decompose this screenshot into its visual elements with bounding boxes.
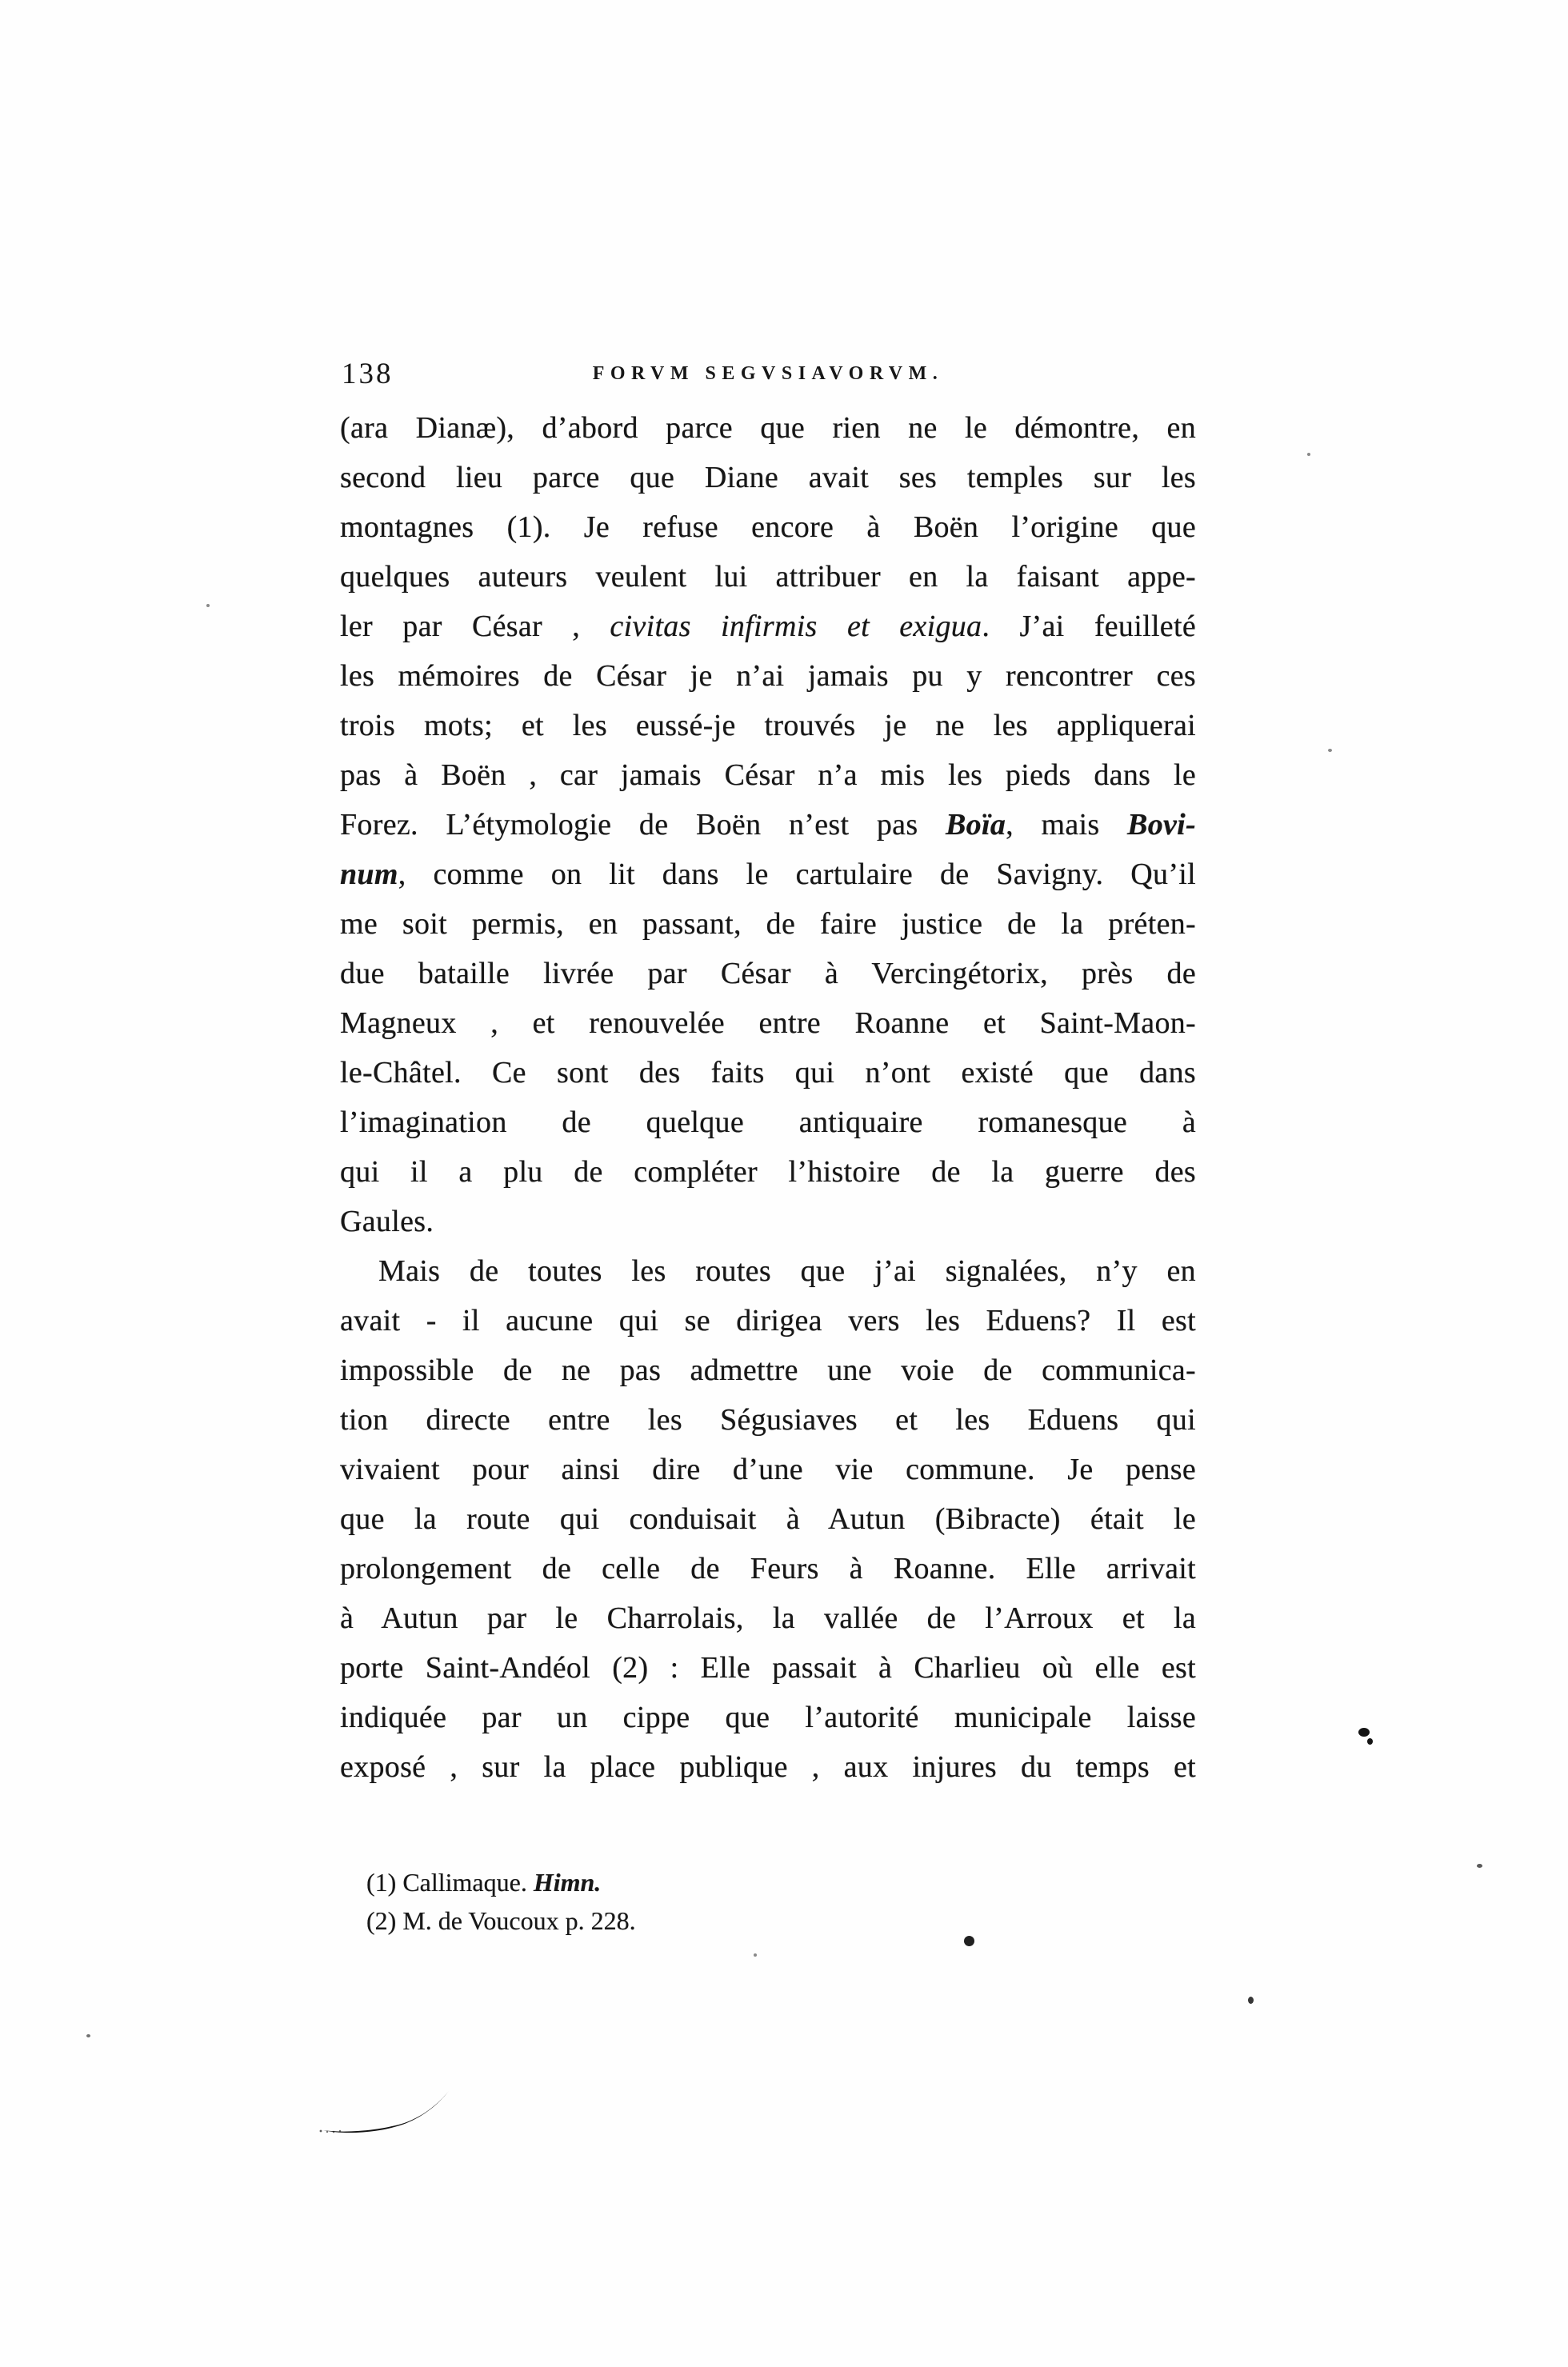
scan-speck (86, 2034, 90, 2037)
text-line (340, 998, 1196, 1048)
ink-flourish (318, 2089, 453, 2137)
text-line (340, 750, 1196, 800)
running-title: FORVM SEGVSIAVORVM. (592, 363, 944, 384)
text-line (340, 552, 1196, 602)
text-segment: , comme on lit dans le cartulaire de Savigny. Qu’il (398, 858, 1196, 891)
text-segment: trois mots; et les eussé-je trouvés je ne les appliquerai (340, 709, 1196, 742)
italic-text: civitas infirmis et exigua (610, 610, 982, 643)
text-segment: l’imagination de quelque antiquaire romanesque à (340, 1106, 1196, 1139)
text-segment: quelques auteurs veulent lui attribuer en la faisant appe- (340, 560, 1196, 594)
scan-speck (964, 1936, 974, 1946)
text-line (366, 1863, 1166, 1901)
scan-speck (1477, 1864, 1482, 1868)
text-segment: second lieu parce que Diane avait ses temples sur les (340, 461, 1196, 494)
scan-speck (1367, 1738, 1373, 1745)
scan-speck (754, 1953, 757, 1957)
italic-text: Boïa (946, 808, 1006, 842)
text-line (340, 602, 1196, 651)
text-line (340, 1345, 1196, 1395)
text-segment: que la route qui conduisait à Autun (Bibracte) était le (340, 1502, 1196, 1536)
text-line (366, 1901, 1166, 1940)
text-line (340, 1593, 1196, 1643)
text-segment: . J’ai feuilleté (982, 610, 1196, 643)
text-segment: prolongement de celle de Feurs à Roanne. Elle arrivait (340, 1552, 1196, 1585)
page-number: 138 (342, 358, 394, 390)
text-line (340, 701, 1196, 750)
text-segment: qui il a plu de compléter l’histoire de la guerre des (340, 1155, 1196, 1189)
text-line (340, 949, 1196, 998)
page-header (340, 355, 1196, 395)
footnotes (366, 1863, 1166, 1940)
text-segment: pas à Boën , car jamais César n’a mis les pieds dans le (340, 758, 1196, 792)
text-segment: me soit permis, en passant, de faire justice de la préten- (340, 907, 1196, 941)
text-line (340, 502, 1196, 552)
text-line (340, 453, 1196, 502)
text-segment: exposé , sur la place publique , aux injures du temps et (340, 1750, 1196, 1784)
text-line (340, 850, 1196, 899)
text-line (340, 1544, 1196, 1593)
italic-text: Himn. (533, 1868, 602, 1897)
text-segment: (1) Callimaque. (366, 1868, 534, 1897)
text-segment: due bataille livrée par César à Vercingétorix, près de (340, 957, 1196, 990)
text-segment: Mais de toutes les routes que j’ai signalées, n’y en (378, 1254, 1196, 1288)
text-line (340, 1147, 1196, 1197)
text-segment: les mémoires de César je n’ai jamais pu y rencontrer ces (340, 659, 1196, 693)
text-segment: , mais (1006, 808, 1128, 842)
text-segment: impossible de ne pas admettre une voie de communica- (340, 1353, 1196, 1387)
text-segment: Gaules. (340, 1205, 434, 1238)
text-segment: indiquée par un cippe que l’autorité municipale laisse (340, 1701, 1196, 1734)
text-line (340, 899, 1196, 949)
text-segment: montagnes (1). Je refuse encore à Boën l’origine que (340, 510, 1196, 544)
body-text (340, 403, 1196, 1792)
text-line (340, 800, 1196, 850)
text-line (340, 1494, 1196, 1544)
text-segment: porte Saint-Andéol (2) : Elle passait à Charlieu où elle est (340, 1651, 1196, 1685)
text-line (340, 1098, 1196, 1147)
text-segment: vivaient pour ainsi dire d’une vie commune. Je pense (340, 1453, 1196, 1486)
italic-text: num (340, 858, 398, 891)
paragraph (340, 403, 1196, 1246)
text-line (340, 1395, 1196, 1445)
text-segment: avait - il aucune qui se dirigea vers les Eduens? Il est (340, 1304, 1196, 1337)
text-segment: ler par César , (340, 610, 610, 643)
text-segment: le-Châtel. Ce sont des faits qui n’ont existé que dans (340, 1056, 1196, 1090)
text-segment: (ara Dianæ), d’abord parce que rien ne le démontre, en (340, 411, 1196, 445)
scan-speck (1358, 1728, 1370, 1737)
text-segment: Magneux , et renouvelée entre Roanne et Saint-Maon- (340, 1006, 1196, 1040)
scan-speck (1328, 749, 1332, 752)
text-line (340, 1296, 1196, 1345)
text-line (340, 1445, 1196, 1494)
text-line (340, 1643, 1196, 1693)
text-segment: à Autun par le Charrolais, la vallée de l’Arroux et la (340, 1601, 1196, 1635)
text-line (340, 1742, 1196, 1792)
scan-speck (206, 604, 210, 607)
scan-speck (1248, 1997, 1254, 2004)
text-line (340, 1246, 1196, 1296)
text-line (340, 1693, 1196, 1742)
text-line (340, 1048, 1196, 1098)
paragraph (340, 1246, 1196, 1792)
text-segment: tion directe entre les Ségusiaves et les Eduens qui (340, 1403, 1196, 1437)
text-line (340, 1197, 1196, 1246)
italic-text: Bovi- (1127, 808, 1196, 842)
text-segment: (2) M. de Voucoux p. 228. (366, 1906, 636, 1935)
text-segment: Forez. L’étymologie de Boën n’est pas (340, 808, 946, 842)
scan-speck (1307, 453, 1310, 456)
text-line (340, 403, 1196, 453)
text-line (340, 651, 1196, 701)
